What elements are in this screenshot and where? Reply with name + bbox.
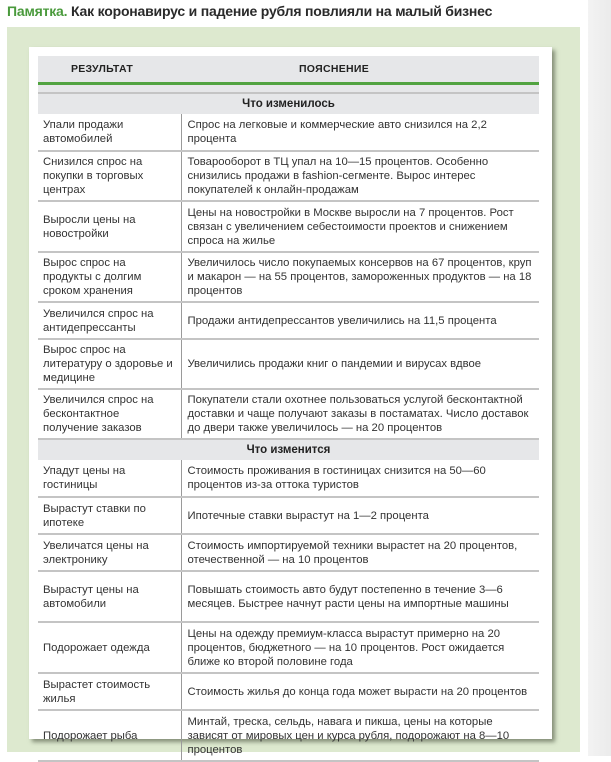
table-row (38, 339, 539, 389)
explanation-cell: Цены на одежду премиум-класса вырастут примерно на 20 процентов, бюджетного — на 10 процентов. Рост ожидается ближе ко второй половине года (181, 622, 539, 673)
table-row (38, 673, 539, 710)
result-cell: Вырос спрос на продукты с долгим сроком хранения (38, 252, 181, 302)
table-row (38, 534, 539, 571)
result-cell: Увеличатся цены на электронику (38, 534, 181, 571)
explanation-cell: Повышать стоимость авто будут постепенно в течение 3—6 месяцев. Быстрее начнут расти цены на импортные машины (181, 571, 539, 622)
result-cell: Упадут цены на гостиницы (38, 460, 181, 497)
table-row (38, 460, 539, 497)
explanation-cell: Стоимость жилья до конца года может вырасти на 20 процентов (181, 673, 539, 710)
result-cell: Выросли цены на новостройки (38, 201, 181, 252)
column-header-explanation: ПОЯСНЕНИЕ (181, 56, 539, 84)
table-row (38, 389, 539, 439)
section-title: Что изменится (38, 439, 539, 460)
explanation-cell: Минтай, треска, сельдь, навага и пикша, цены на которые зависят от мировых цен и курса рубля, подорожают на 8—10 процентов (181, 710, 539, 761)
table-header-row (38, 56, 539, 84)
result-cell: Увеличился спрос на антидепрессанты (38, 302, 181, 339)
result-cell: Увеличился спрос на бесконтактное получение заказов (38, 389, 181, 439)
result-cell: Снизился спрос на покупки в торговых центрах (38, 151, 181, 201)
title-text: Как коронавирус и падение рубля повлияли на малый бизнес (67, 3, 493, 19)
explanation-cell: Увеличились продажи книг о пандемии и вирусах вдвое (181, 339, 539, 389)
title-lead: Памятка. (7, 3, 68, 19)
explanation-cell: Продажи антидепрессантов увеличились на 11,5 процента (181, 302, 539, 339)
explanation-cell: Покупатели стали охотнее пользоваться услугой бесконтактной доставки и чаще получают заказы в постаматах. Число доставок до двери также увеличилось — на 20 процентов (181, 389, 539, 439)
memo-panel (7, 27, 580, 756)
result-cell: Вырастет стоимость жилья (38, 673, 181, 710)
section-header-changed (38, 93, 539, 114)
explanation-cell: Увеличилось число покупаемых консервов на 67 процентов, круп и макарон — на 55 процентов, замороженных продуктов — на 18 процентов (181, 252, 539, 302)
section-title: Что изменилось (38, 93, 539, 114)
explanation-cell: Цены на новостройки в Москве выросли на 7 процентов. Рост связан с увеличением себестоимости проектов и снижением спроса на жилье (181, 201, 539, 252)
table-row (38, 114, 539, 151)
explanation-cell: Спрос на легковые и коммерческие авто снизился на 2,2 процента (181, 114, 539, 151)
table-row (38, 252, 539, 302)
explanation-cell: Ипотечные ставки вырастут на 1—2 процента (181, 497, 539, 534)
result-cell: Вырастут цены на автомобили (38, 571, 181, 622)
explanation-cell: Стоимость проживания в гостиницах снизится на 50—60 процентов из-за оттока туристов (181, 460, 539, 497)
table-row (38, 710, 539, 761)
explanation-cell: Товарооборот в ТЦ упал на 10—15 процентов. Особенно снизились продажи в fashion-сегменте. Вырос интерес покупателей к онлайн-продажам (181, 151, 539, 201)
table-row (38, 302, 539, 339)
explanation-cell: Стоимость импортируемой техники вырастет на 20 процентов, отечественной — на 10 процентов (181, 534, 539, 571)
page-title (7, 3, 492, 19)
result-cell: Вырос спрос на литературу о здоровье и медицине (38, 339, 181, 389)
result-cell: Подорожает одежда (38, 622, 181, 673)
table-row (38, 497, 539, 534)
section-header-will-change (38, 439, 539, 460)
table-card (29, 47, 552, 756)
table-row (38, 151, 539, 201)
result-cell: Подорожает рыба (38, 710, 181, 761)
result-cell: Упали продажи автомобилей (38, 114, 181, 151)
table-row (38, 622, 539, 673)
result-cell: Вырастут ставки по ипотеке (38, 497, 181, 534)
impact-table (38, 56, 539, 762)
table-row (38, 201, 539, 252)
column-header-result: РЕЗУЛЬТАТ (38, 56, 181, 84)
table-row (38, 571, 539, 622)
header-spacer (38, 84, 539, 94)
page-edge (588, 0, 611, 756)
